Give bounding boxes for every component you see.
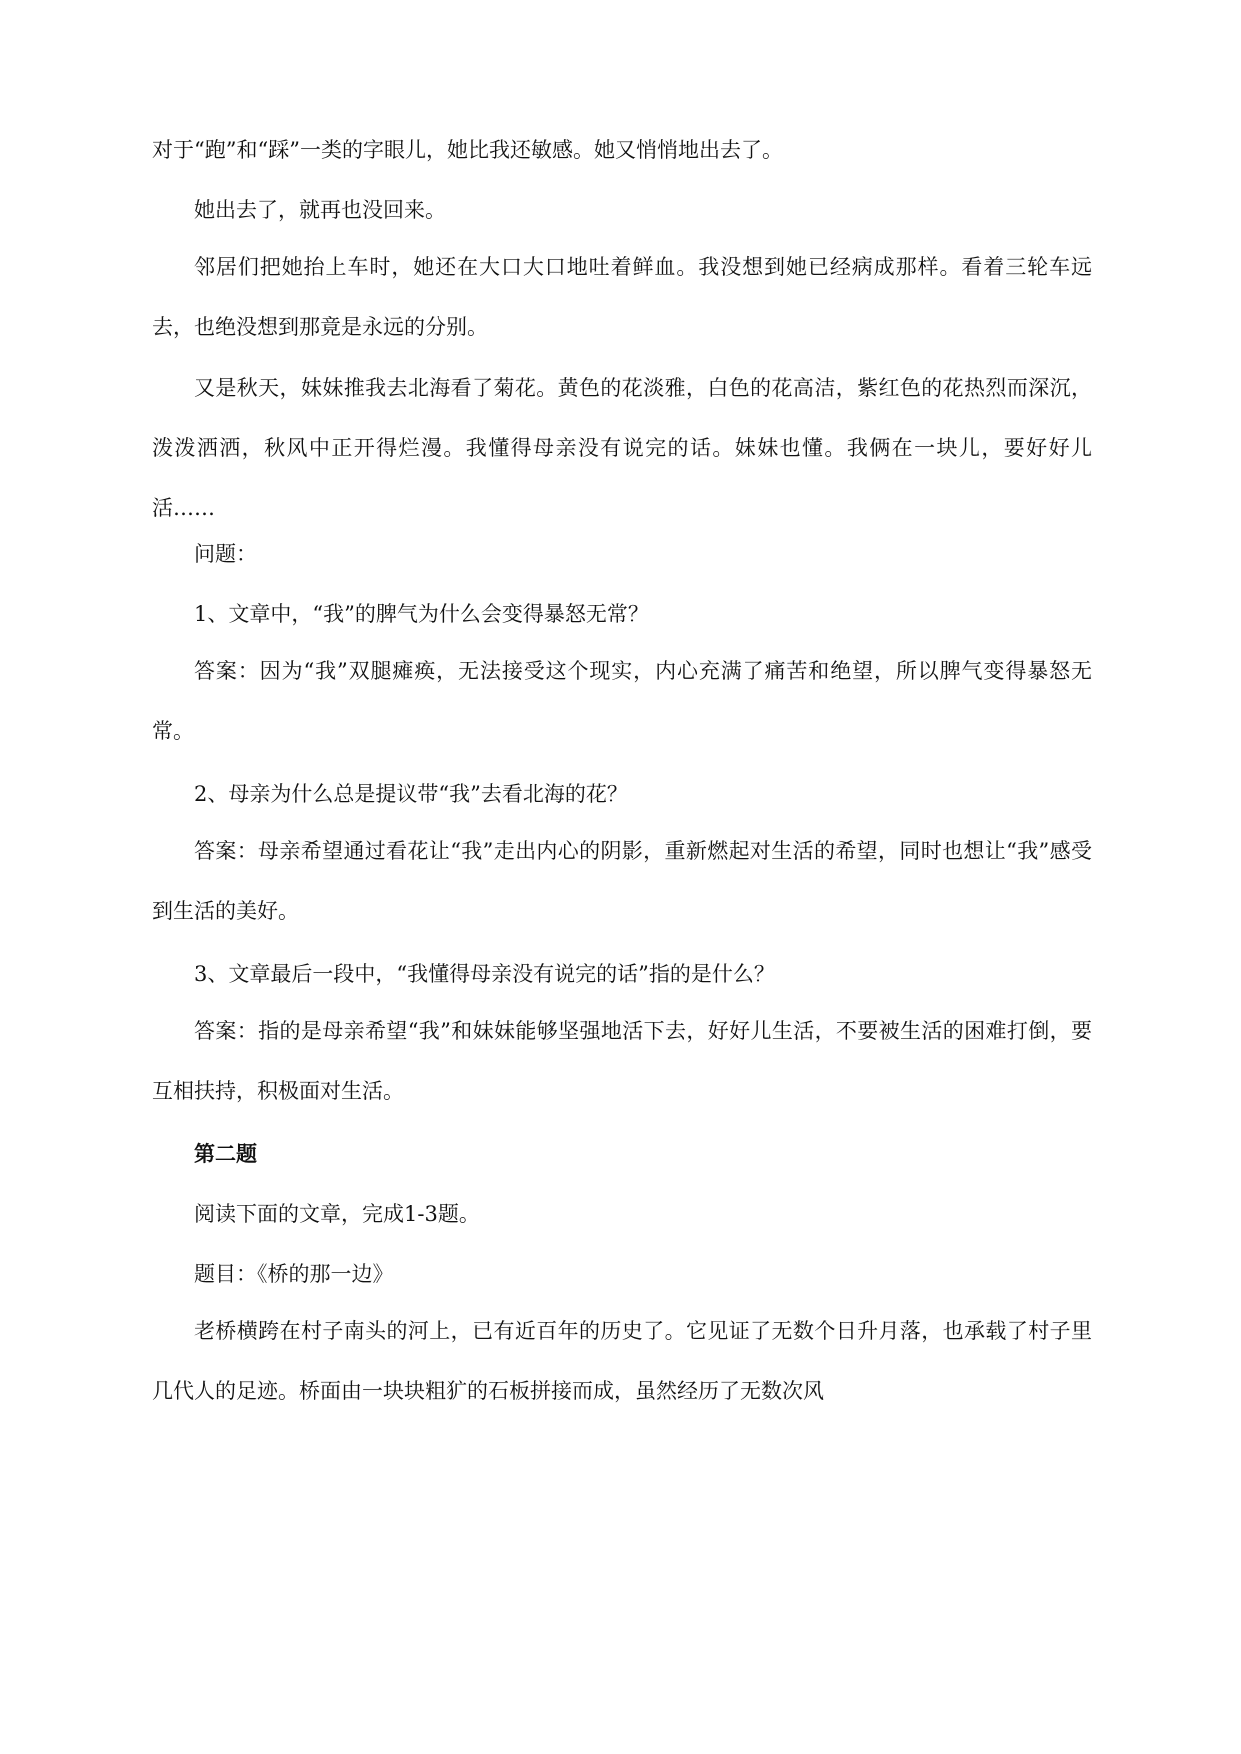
question-2: 2、母亲为什么总是提议带“我”去看北海的花？	[194, 782, 628, 806]
story-title: 题目：《桥的那一边》	[194, 1262, 394, 1286]
answer-1: 答案：因为“我”双腿瘫痪，无法接受这个现实，内心充满了痛苦和绝望，所以脾气变得暴怒无常。	[152, 659, 1092, 743]
instruction-text: 阅读下面的文章，完成1-3题。	[194, 1202, 480, 1226]
answer-3: 答案：指的是母亲希望“我”和妹妹能够坚强地活下去，好好儿生活，不要被生活的困难打倒，要互相扶持，积极面对生活。	[152, 1019, 1092, 1103]
paragraph-neighbors: 邻居们把她抬上车时，她还在大口大口地吐着鲜血。我没想到她已经病成那样。看着三轮车远去，也绝没想到那竟是永远的分别。	[152, 255, 1092, 339]
text-line: 对于“跑”和“踩”一类的字眼儿，她比我还敏感。她又悄悄地出去了。	[152, 138, 783, 162]
question-1: 1、文章中，“我”的脾气为什么会变得暴怒无常？	[194, 602, 649, 626]
paragraph-autumn: 又是秋天，妹妹推我去北海看了菊花。黄色的花淡雅，白色的花高洁，紫红色的花热烈而深沉，泼泼洒洒，秋风中正开得烂漫。我懂得母亲没有说完的话。妹妹也懂。我俩在一块儿，要好好儿活……	[152, 376, 1092, 520]
answer-2: 答案：母亲希望通过看花让“我”走出内心的阴影，重新燃起对生活的希望，同时也想让“我”感受到生活的美好。	[152, 839, 1092, 923]
section-heading: 第二题	[194, 1141, 257, 1166]
paragraph-bridge: 老桥横跨在村子南头的河上，已有近百年的历史了。它见证了无数个日升月落，也承载了村子里几代人的足迹。桥面由一块块粗犷的石板拼接而成，虽然经历了无数次风	[152, 1319, 1092, 1403]
questions-label: 问题：	[194, 542, 257, 566]
question-3: 3、文章最后一段中，“我懂得母亲没有说完的话”指的是什么？	[194, 962, 775, 986]
text-line: 她出去了，就再也没回来。	[194, 198, 446, 222]
